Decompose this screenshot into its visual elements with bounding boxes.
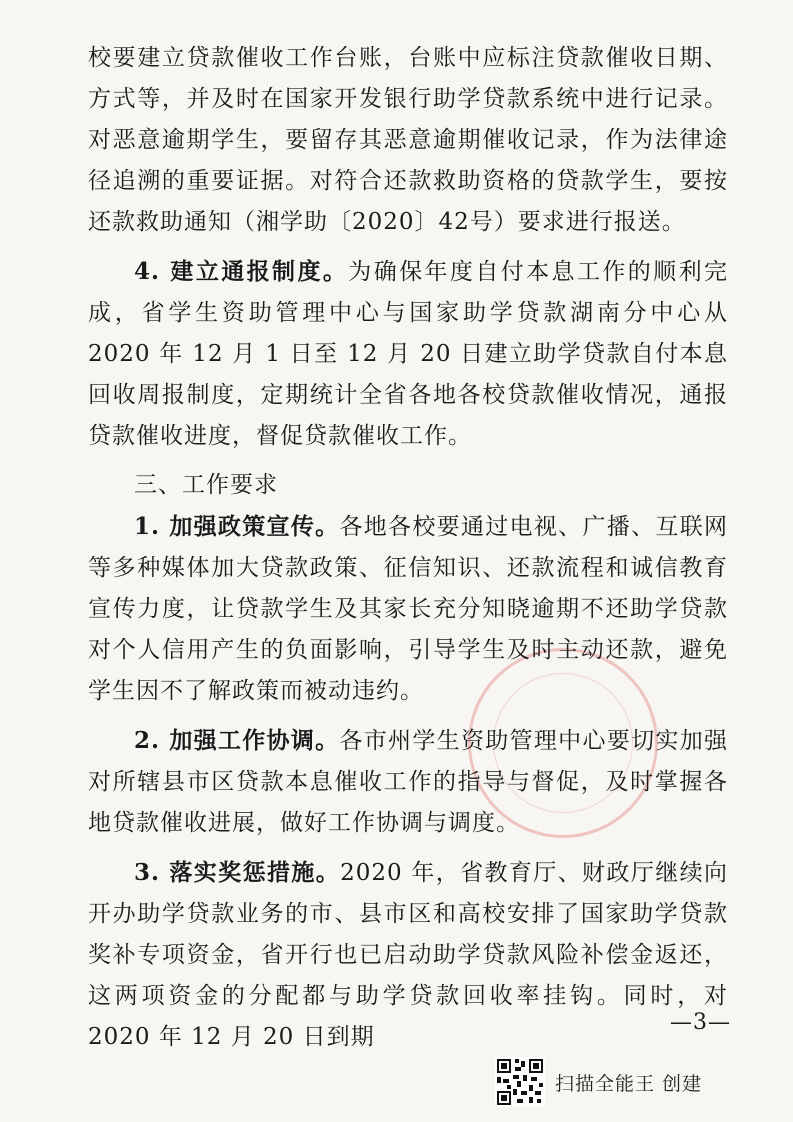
section-3-title: 三、工作要求 [134,472,278,498]
requirement-1-body: 各地各校要通过电视、广播、互联网等多种媒体加大贷款政策、征信知识、还款流程和诚信教育宣传力度，让贷款学生及其家长充分知晓逾期不还助学贷款对个人信用产生的负面影响，引导学生及时主动还款，避免学生因不了解政策而被动违约。 [88,514,728,704]
paragraph-ledger: 校要建立贷款催收工作台账，台账中应标注贷款催收日期、方式等，并及时在国家开发银行助学贷款系统中进行记录。对恶意逾期学生，要留存其恶意逾期催收记录，作为法律途径追溯的重要证据。对符合还款救助资格的贷款学生，要按还款救助通知（湘学助〔2020〕42号）要求进行报送。 [88,45,728,235]
paragraph-item-4 [88,251,728,457]
requirement-3-heading: 3. 落实奖惩措施。 [134,859,341,886]
scanner-watermark [495,1057,702,1107]
item-4-heading: 4. 建立通报制度。 [134,258,349,285]
requirement-1-heading: 1. 加强政策宣传。 [134,513,340,540]
qr-code-icon [495,1057,545,1107]
page-number: —3— [670,1010,731,1035]
paragraph-requirement-1 [88,506,728,712]
document-body [88,38,728,1058]
requirement-2-body: 各市州学生资助管理中心要切实加强对所辖县市区贷款本息催收工作的指导与督促，及时掌握各地贷款催收进展，做好工作协调与调度。 [88,728,728,836]
watermark-text: 扫描全能王 创建 [555,1072,703,1095]
item-4-body: 为确保年度自付本息工作的顺利完成，省学生资助管理中心与国家助学贷款湖南分中心从 2020 年 12 月 1 日至 12 月 20 日建立助学贷款自付本息回收周报制度，定期统计全省各地各校贷款催收情况，通报贷款催收进度，督促贷款催收工作。 [88,259,728,449]
paragraph-requirement-2 [88,720,728,844]
requirement-3-body: 2020 年，省教育厅、财政厅继续向开办助学贷款业务的市、县市区和高校安排了国家助学贷款奖补专项资金，省开行也已启动助学贷款风险补偿金返还，这两项资金的分配都与助学贷款回收率挂钩。同时，对 2020 年 12 月 20 日到期 [88,860,728,1050]
requirement-2-heading: 2. 加强工作协调。 [134,727,340,754]
paragraph-requirement-3 [88,852,728,1058]
